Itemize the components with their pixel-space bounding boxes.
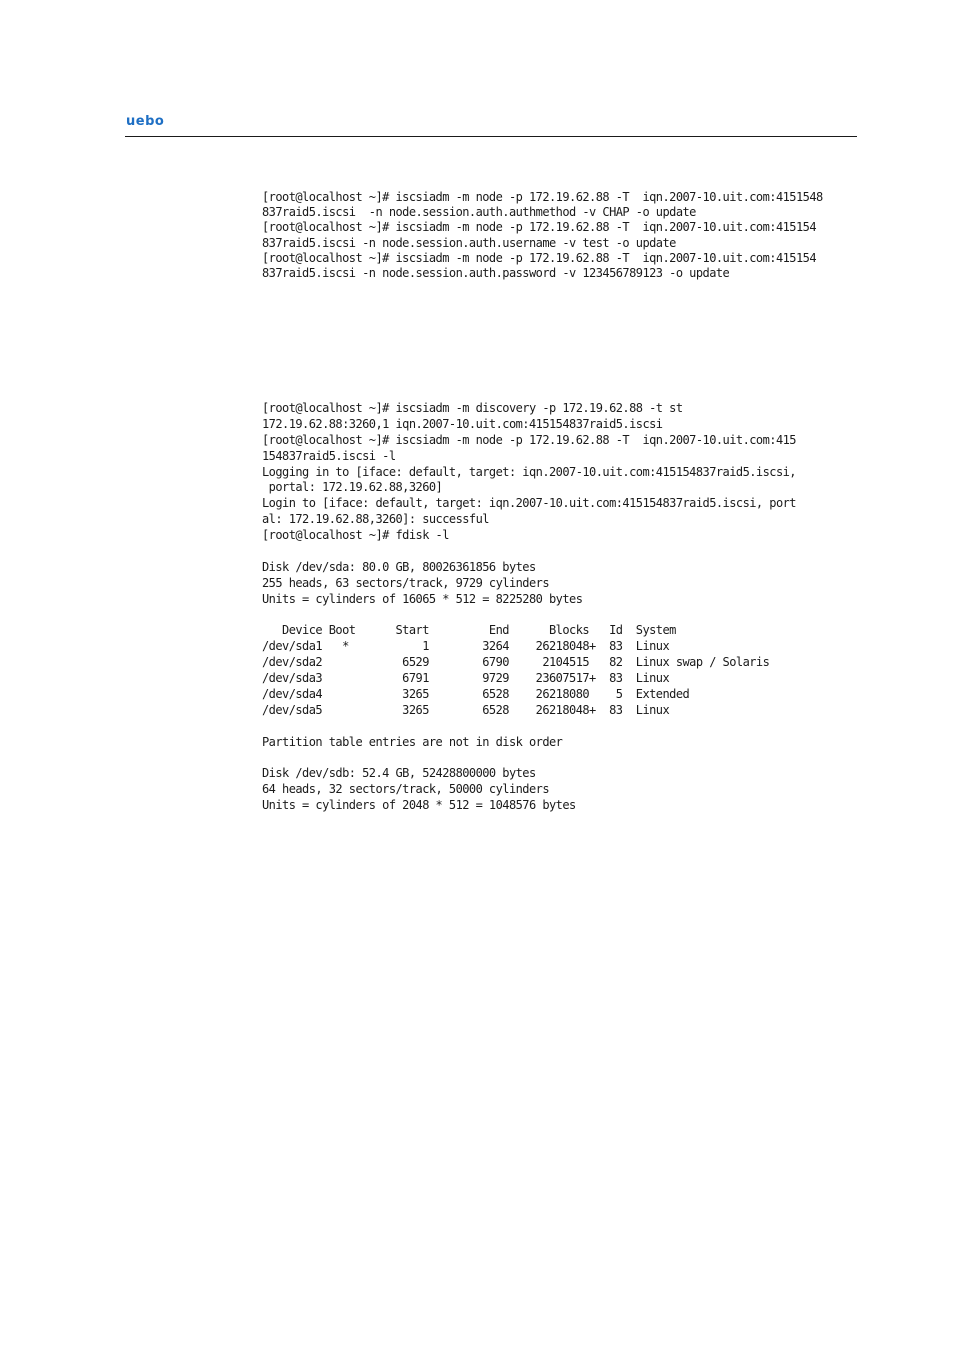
terminal-line: portal: 172.19.62.88,3260] — [262, 480, 443, 495]
terminal-line: 172.19.62.88:3260,1 iqn.2007-10.uit.com:415154837raid5.iscsi — [262, 416, 663, 431]
terminal-line: /dev/sda1 * 1 3264 26218048+ 83 Linux — [262, 639, 670, 654]
terminal-line: /dev/sda2 6529 6790 2104515 82 Linux swap / Solaris — [262, 655, 770, 670]
terminal-line — [262, 544, 856, 560]
terminal-line: /dev/sda4 3265 6528 26218080 5 Extended — [262, 687, 690, 702]
terminal-line: 837raid5.iscsi -n node.session.auth.authmethod -v CHAP -o update — [262, 205, 696, 220]
terminal-line: 837raid5.iscsi -n node.session.auth.username -v test -o update — [262, 235, 676, 250]
terminal-line: /dev/sda5 3265 6528 26218048+ 83 Linux — [262, 702, 670, 717]
terminal-line: Partition table entries are not in disk order — [262, 734, 563, 749]
page-header — [125, 112, 857, 137]
terminal-line — [262, 608, 856, 624]
terminal-line: Disk /dev/sdb: 52.4 GB, 52428800000 bytes — [262, 766, 536, 781]
terminal-line: [root@localhost ~]# fdisk -l — [262, 528, 449, 543]
terminal-line: Login to [iface: default, target: iqn.2007-10.uit.com:415154837raid5.iscsi, port — [262, 496, 796, 511]
terminal-screenshot-chap-config — [262, 190, 856, 282]
terminal-line: al: 172.19.62.88,3260]: successful — [262, 512, 489, 527]
terminal-line: Units = cylinders of 2048 * 512 = 1048576 bytes — [262, 798, 576, 813]
terminal-line: 255 heads, 63 sectors/track, 9729 cylinders — [262, 575, 550, 590]
terminal-line: /dev/sda3 6791 9729 23607517+ 83 Linux — [262, 671, 670, 686]
terminal-line: [root@localhost ~]# iscsiadm -m node -p 172.19.62.88 -T iqn.2007-10.uit.com:415154 — [262, 250, 816, 265]
terminal-screenshot-login-fdisk — [262, 401, 856, 816]
terminal-line — [262, 751, 856, 767]
terminal-line: 837raid5.iscsi -n node.session.auth.password -v 123456789123 -o update — [262, 265, 730, 280]
terminal-line: [root@localhost ~]# iscsiadm -m node -p 172.19.62.88 -T iqn.2007-10.uit.com:415154 — [262, 220, 816, 235]
terminal-line: 64 heads, 32 sectors/track, 50000 cylinders — [262, 782, 550, 797]
terminal-line: Device Boot Start End Blocks Id System — [262, 623, 676, 638]
terminal-line — [262, 719, 856, 735]
terminal-line: Logging in to [iface: default, target: iqn.2007-10.uit.com:415154837raid5.iscsi, — [262, 464, 796, 479]
brand-logo: uebo — [126, 114, 165, 129]
terminal-line: [root@localhost ~]# iscsiadm -m discovery -p 172.19.62.88 -t st — [262, 401, 683, 415]
terminal-line: [root@localhost ~]# iscsiadm -m node -p 172.19.62.88 -T iqn.2007-10.uit.com:4151548 — [262, 190, 823, 204]
terminal-line: Disk /dev/sda: 80.0 GB, 80026361856 bytes — [262, 559, 536, 574]
terminal-line: [root@localhost ~]# iscsiadm -m node -p 172.19.62.88 -T iqn.2007-10.uit.com:415 — [262, 432, 796, 447]
terminal-line: 154837raid5.iscsi -l — [262, 448, 396, 463]
terminal-line: Units = cylinders of 16065 * 512 = 8225280 bytes — [262, 591, 583, 606]
